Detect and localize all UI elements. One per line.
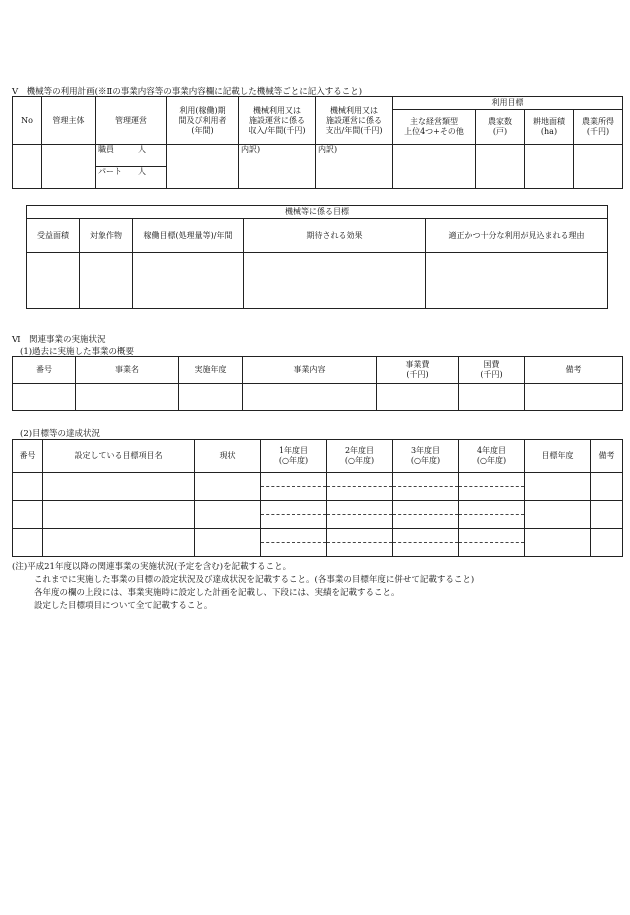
col-riyu: 適正かつ十分な利用が見込まれる理由 — [426, 219, 608, 253]
cell-empty — [43, 473, 195, 501]
cell-empty — [13, 145, 42, 189]
cell-empty — [13, 384, 76, 411]
cell-empty — [195, 473, 261, 501]
col-no: No — [13, 97, 42, 145]
cell-empty — [525, 145, 574, 189]
cell-empty — [195, 501, 261, 529]
cell-empty — [195, 529, 261, 557]
cell-empty — [459, 384, 525, 411]
cell-result — [459, 515, 525, 529]
cell-empty — [27, 253, 80, 309]
note-line-1: (注)平成21年度以降の関連事業の実施状況(予定を含む)を記載すること。 — [12, 562, 292, 572]
cell-plan — [393, 501, 459, 515]
cell-plan — [327, 473, 393, 487]
cell-plan — [261, 529, 327, 543]
cell-result — [261, 487, 327, 501]
cell-empty — [167, 145, 239, 189]
cell-empty — [179, 384, 243, 411]
cell-plan — [261, 501, 327, 515]
cell-shokuin: 職員 人 — [96, 145, 167, 167]
cell-plan — [459, 529, 525, 543]
cell-empty — [591, 473, 623, 501]
cell-empty — [244, 253, 426, 309]
col-riyo-kikan: 利用(稼働)期 間及び利用者 (年間) — [167, 97, 239, 145]
cell-result — [393, 543, 459, 557]
col-bango: 番号 — [13, 440, 43, 473]
cell-result — [393, 487, 459, 501]
col-kanri-shutai: 管理主体 — [42, 97, 96, 145]
goal-achievement-table — [12, 439, 623, 557]
cell-income-uchiwake: 内訳) — [239, 145, 316, 189]
col-year1: 1年度目 (○年度) — [261, 440, 327, 473]
cell-result — [393, 515, 459, 529]
col-genjo: 現状 — [195, 440, 261, 473]
col-expense: 機械利用又は 施設運営に係る 支出/年間(千円) — [316, 97, 393, 145]
col-kitai-koka: 期待される効果 — [244, 219, 426, 253]
col-biko: 備考 — [525, 357, 623, 384]
cell-part: パート 人 — [96, 167, 167, 189]
col-year3: 3年度目 (○年度) — [393, 440, 459, 473]
col-kokuhi: 国費 (千円) — [459, 357, 525, 384]
section6-title: Ⅵ 関連事業の実施状況 — [12, 335, 106, 345]
col-mokuhyo-nendo: 目標年度 — [525, 440, 591, 473]
cell-empty — [43, 501, 195, 529]
col-kado-mokuhyo: 稼働目標(処理量等)/年間 — [133, 219, 244, 253]
col-keiei-ruikei: 主な経営類型 上位4つ+その他 — [393, 110, 476, 145]
col-taisho-sakumotsu: 対象作物 — [80, 219, 133, 253]
cell-empty — [76, 384, 179, 411]
col-jisshi-nendo: 実施年度 — [179, 357, 243, 384]
cell-expense-uchiwake: 内訳) — [316, 145, 393, 189]
usage-plan-table — [12, 96, 623, 189]
machine-goal-title: 機械等に係る目標 — [27, 206, 608, 219]
col-bango: 番号 — [13, 357, 76, 384]
cell-empty — [13, 501, 43, 529]
cell-empty — [43, 529, 195, 557]
col-noka-shotoku: 農業所得 (千円) — [574, 110, 623, 145]
cell-result — [459, 487, 525, 501]
cell-plan — [327, 529, 393, 543]
cell-empty — [80, 253, 133, 309]
cell-empty — [13, 529, 43, 557]
col-mokuhyo-komoku: 設定している目標項目名 — [43, 440, 195, 473]
cell-plan — [459, 473, 525, 487]
col-kochi-menseki: 耕地面積 (ha) — [525, 110, 574, 145]
section6-sub2: (2)目標等の達成状況 — [20, 429, 101, 439]
col-nokasu: 農家数 (戸) — [476, 110, 525, 145]
cell-plan — [459, 501, 525, 515]
cell-result — [327, 515, 393, 529]
col-jigyomei: 事業名 — [76, 357, 179, 384]
cell-plan — [327, 501, 393, 515]
cell-empty — [13, 473, 43, 501]
cell-empty — [525, 384, 623, 411]
col-biko: 備考 — [591, 440, 623, 473]
col-year2: 2年度目 (○年度) — [327, 440, 393, 473]
col-kanri-unei: 管理運営 — [96, 97, 167, 145]
cell-empty — [525, 529, 591, 557]
cell-empty — [426, 253, 608, 309]
col-juekimenseki: 受益面積 — [27, 219, 80, 253]
note-line-2: これまでに実施した事業の目標の設定状況及び達成状況を記載すること。(各事業の目標年度に併せて記載すること) — [34, 575, 475, 585]
cell-empty — [574, 145, 623, 189]
cell-empty — [243, 384, 377, 411]
cell-empty — [476, 145, 525, 189]
past-projects-table — [12, 356, 623, 411]
col-year4: 4年度目 (○年度) — [459, 440, 525, 473]
cell-result — [261, 543, 327, 557]
cell-empty — [377, 384, 459, 411]
cell-result — [327, 487, 393, 501]
cell-plan — [261, 473, 327, 487]
col-jigyohi: 事業費 (千円) — [377, 357, 459, 384]
note-line-4: 設定した目標項目について全て記載すること。 — [34, 601, 213, 611]
cell-result — [261, 515, 327, 529]
cell-plan — [393, 473, 459, 487]
cell-result — [459, 543, 525, 557]
cell-empty — [525, 501, 591, 529]
col-riyo-mokuhyo: 利用目標 — [393, 97, 623, 110]
col-income: 機械利用又は 施設運営に係る 収入/年間(千円) — [239, 97, 316, 145]
note-line-3: 各年度の欄の上段には、事業実施時に設定した計画を記載し、下段には、実績を記載すること。 — [34, 588, 400, 598]
cell-plan — [393, 529, 459, 543]
cell-empty — [525, 473, 591, 501]
section5-title: Ⅴ 機械等の利用計画(※Ⅱの事業内容等の事業内容欄に記載した機械等ごとに記入すること) — [12, 87, 363, 97]
machine-goal-table — [26, 205, 608, 309]
cell-result — [327, 543, 393, 557]
cell-empty — [591, 501, 623, 529]
cell-empty — [393, 145, 476, 189]
cell-empty — [133, 253, 244, 309]
col-jigyo-naiyo: 事業内容 — [243, 357, 377, 384]
cell-empty — [591, 529, 623, 557]
section6-sub1: (1)過去に実施した事業の概要 — [20, 347, 135, 357]
cell-empty — [42, 145, 96, 189]
